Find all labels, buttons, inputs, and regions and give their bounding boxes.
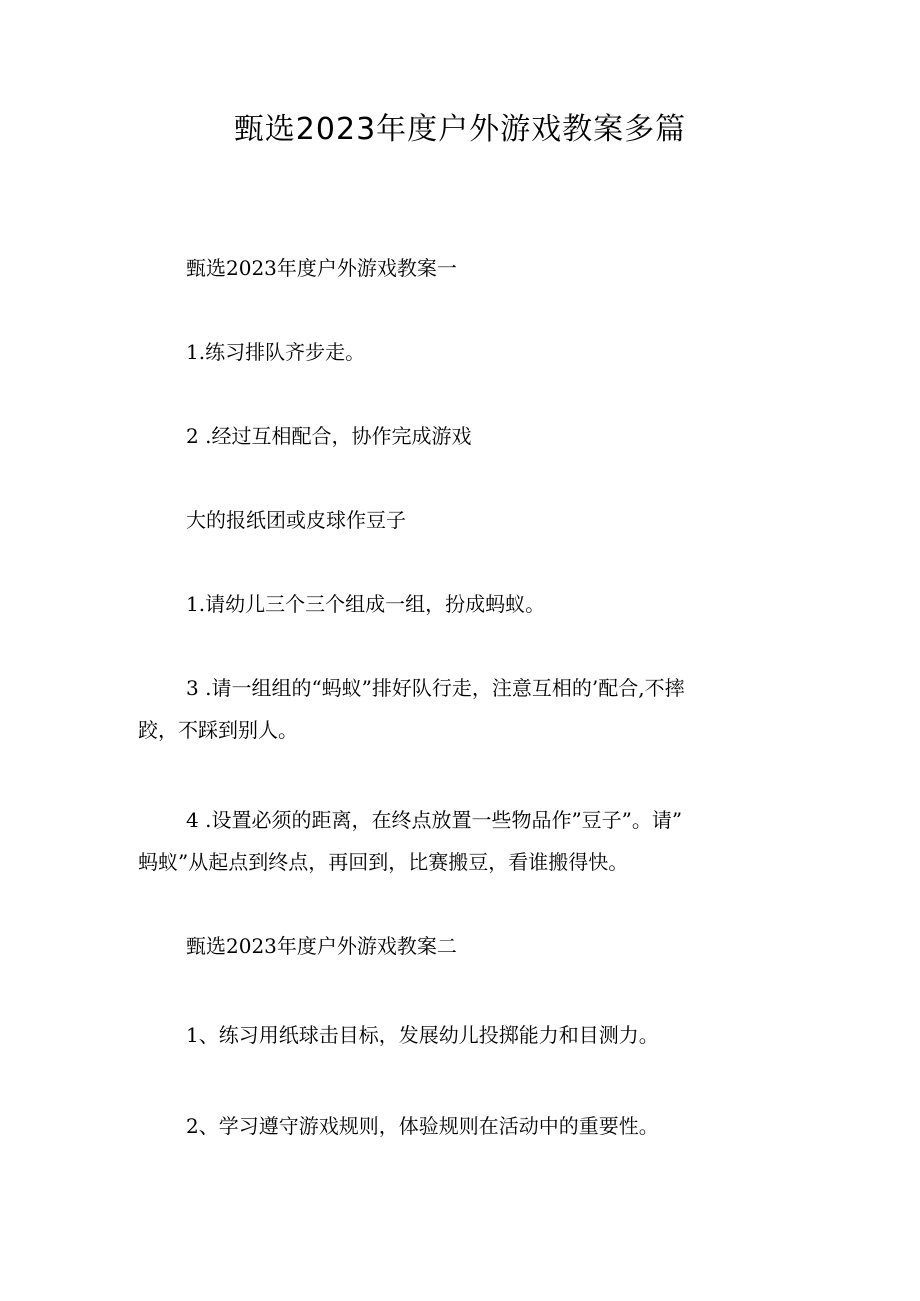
paragraph: 大的报纸团或皮球作豆子 xyxy=(186,508,406,532)
paragraph-line: 4 .设置必须的距离，在终点放置一些物品作”豆子”。请” xyxy=(186,808,683,832)
paragraph: 2、学习遵守游戏规则，体验规则在活动中的重要性。 xyxy=(186,1114,659,1138)
paragraph-line: 跤，不踩到别人。 xyxy=(138,718,298,742)
paragraph: 1、练习用纸球击目标，发展幼儿投掷能力和目测力。 xyxy=(186,1023,659,1047)
paragraph: 2 .经过互相配合，协作完成游戏 xyxy=(186,424,472,448)
paragraph-line: 蚂蚁”从起点到终点，再回到，比赛搬豆，看谁搬得快。 xyxy=(138,850,629,874)
paragraph-line: 3 .请一组组的“蚂蚁”排好队行走，注意互相的’配合,不摔 xyxy=(186,676,685,700)
paragraph: 1.请幼儿三个三个组成一组，扮成蚂蚁。 xyxy=(186,592,546,616)
section-heading-2: 甄选2023年度户外游戏教案二 xyxy=(186,934,457,958)
paragraph: 1.练习排队齐步走。 xyxy=(186,340,366,364)
section-heading-1: 甄选2023年度户外游戏教案一 xyxy=(186,256,457,280)
document-title: 甄选2023年度户外游戏教案多篇 xyxy=(233,112,687,147)
